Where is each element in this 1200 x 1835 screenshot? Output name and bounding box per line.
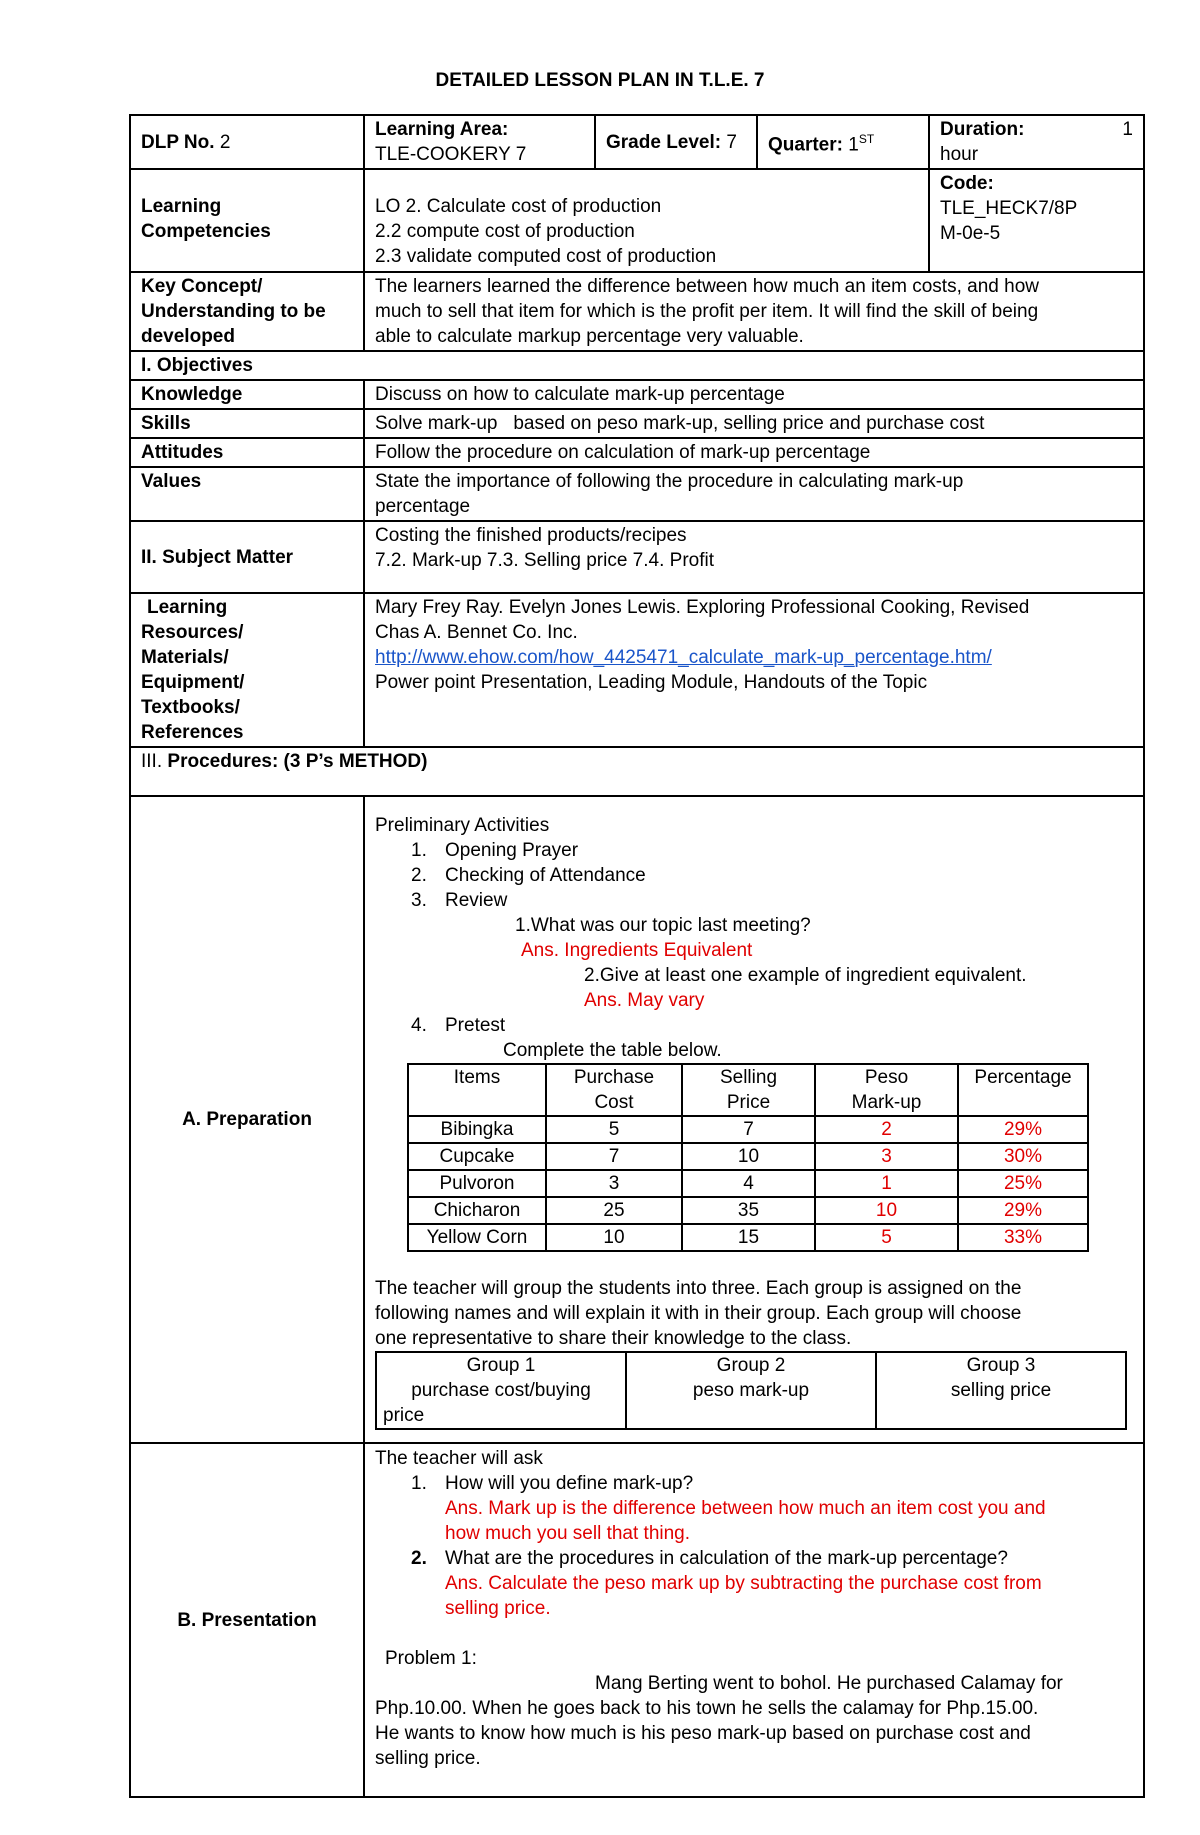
group-instruction: The teacher will group the students into three. Each group is assigned on the	[375, 1278, 1022, 1299]
resources-cell	[364, 593, 1144, 747]
answer-text: selling price.	[445, 1598, 551, 1619]
key-concept-text: much to sell that item for which is the profit per item. It will find the skill of being	[375, 301, 1039, 322]
resources-label: Equipment/	[141, 672, 245, 693]
list-number: 4.	[411, 1015, 427, 1036]
grade-level-label: Grade Level:	[606, 131, 722, 153]
list-text: Review	[445, 890, 508, 911]
table-cell: 4	[682, 1170, 815, 1197]
list-item	[375, 1471, 1133, 1496]
presentation-label: B. Presentation	[177, 1609, 317, 1631]
presentation-row	[130, 1443, 1144, 1797]
attitudes-label: Attitudes	[130, 438, 364, 467]
key-concept-label-cell	[130, 272, 364, 351]
pretest-header: Purchase Cost	[546, 1064, 682, 1116]
review-answer: Ans. May vary	[584, 990, 705, 1011]
procedures-prefix: III.	[141, 751, 163, 772]
code-value: TLE_HECK7/8P	[940, 198, 1078, 219]
table-cell: 3	[815, 1143, 958, 1170]
procedures-row	[130, 747, 1144, 796]
question-text: What are the procedures in calculation of the mark-up percentage?	[445, 1548, 1008, 1569]
group-cell	[876, 1352, 1126, 1429]
review-question: 2.Give at least one example of ingredient equivalent.	[584, 965, 1027, 986]
table-cell: 35	[682, 1197, 815, 1224]
pretest-header: Selling Price	[682, 1064, 815, 1116]
resource-link[interactable]: http://www.ehow.com/how_4425471_calculate_mark-up_percentage.htm/	[375, 647, 992, 668]
problem-text: selling price.	[375, 1748, 481, 1769]
problem-label: Problem 1:	[385, 1648, 477, 1669]
values-label: Values	[130, 467, 364, 521]
review-question: 1.What was our topic last meeting?	[515, 915, 811, 936]
quarter-suffix: ST	[858, 131, 875, 146]
dlp-label: DLP No.	[141, 131, 215, 153]
list-text: Checking of Attendance	[445, 865, 646, 886]
table-cell: 15	[682, 1224, 815, 1251]
competency-line: 2.2 compute cost of production	[375, 221, 635, 242]
presentation-label-cell	[130, 1443, 364, 1797]
grade-level-cell	[595, 115, 757, 169]
skills-text: Solve mark-up based on peso mark-up, selling price and purchase cost	[364, 409, 1144, 438]
duration-cell	[929, 115, 1144, 169]
presentation-intro: The teacher will ask	[375, 1448, 543, 1469]
code-label: Code:	[940, 173, 994, 194]
values-text: State the importance of following the procedure in calculating mark-up	[375, 471, 964, 492]
group-name: Group 3	[966, 1355, 1036, 1376]
pretest-header-row	[408, 1064, 1088, 1116]
competencies-label: Learning	[141, 196, 222, 217]
attitudes-text: Follow the procedure on calculation of mark-up percentage	[364, 438, 1144, 467]
learning-area-cell	[364, 115, 595, 169]
document-title: DETAILED LESSON PLAN IN T.L.E. 7	[435, 70, 765, 91]
header-row	[130, 115, 1144, 169]
lesson-plan-table	[129, 114, 1145, 1798]
subject-matter-line: Costing the finished products/recipes	[375, 525, 687, 546]
groups-table	[375, 1351, 1127, 1430]
table-cell: 7	[546, 1143, 682, 1170]
group-instruction: one representative to share their knowledge to the class.	[375, 1328, 852, 1349]
problem-text: He wants to know how much is his peso mark-up based on purchase cost and	[375, 1723, 1031, 1744]
preparation-label: A. Preparation	[182, 1109, 312, 1130]
table-row	[408, 1224, 1088, 1251]
pretest-header: Percentage	[958, 1064, 1088, 1116]
competencies-row	[130, 169, 1144, 272]
table-cell: Cupcake	[408, 1143, 546, 1170]
group-name: Group 2	[716, 1355, 786, 1376]
competency-line: 2.3 validate computed cost of production	[375, 246, 717, 267]
problem-text: Php.10.00. When he goes back to his town he sells the calamay for Php.15.00.	[375, 1698, 1039, 1719]
answer-text: how much you sell that thing.	[445, 1523, 691, 1544]
table-cell: 7	[682, 1116, 815, 1143]
table-cell: 30%	[958, 1143, 1088, 1170]
subject-matter-cell	[364, 521, 1144, 593]
group-topic: price	[383, 1405, 425, 1426]
table-row	[408, 1143, 1088, 1170]
answer-text: Ans. Calculate the peso mark up by subtracting the purchase cost from	[445, 1573, 1042, 1594]
table-cell: 3	[546, 1170, 682, 1197]
quarter-cell	[757, 115, 929, 169]
duration-unit: hour	[940, 144, 979, 165]
values-text: percentage	[375, 496, 471, 517]
table-cell: 25%	[958, 1170, 1088, 1197]
pretest-table	[407, 1063, 1089, 1252]
list-number: 1.	[411, 1473, 427, 1494]
table-cell: 5	[546, 1116, 682, 1143]
table-row	[408, 1116, 1088, 1143]
group-topic: selling price	[950, 1380, 1052, 1401]
duration-label: Duration:	[940, 119, 1025, 140]
table-row	[408, 1170, 1088, 1197]
presentation-cell	[364, 1443, 1144, 1797]
group-instruction: following names and will explain it with in their group. Each group will choose	[375, 1303, 1022, 1324]
table-cell: 10	[682, 1143, 815, 1170]
list-text: Opening Prayer	[445, 840, 579, 861]
resources-row	[130, 593, 1144, 747]
table-cell: 25	[546, 1197, 682, 1224]
code-cell	[929, 169, 1144, 272]
list-item	[375, 1013, 1133, 1038]
list-item	[375, 1546, 1133, 1571]
skills-label: Skills	[130, 409, 364, 438]
list-number: 2.	[411, 1548, 427, 1569]
groups-row	[376, 1352, 1126, 1429]
question-text: How will you define mark-up?	[445, 1473, 694, 1494]
subject-matter-line: 7.2. Mark-up 7.3. Selling price 7.4. Profit	[375, 550, 714, 571]
knowledge-text: Discuss on how to calculate mark-up percentage	[364, 380, 1144, 409]
list-number: 3.	[411, 890, 427, 911]
group-name: Group 1	[466, 1355, 536, 1376]
code-value: M-0e-5	[940, 223, 1001, 244]
table-cell: Chicharon	[408, 1197, 546, 1224]
resources-label: Resources/	[141, 622, 244, 643]
competencies-label-cell	[130, 169, 364, 272]
resources-label: References	[141, 722, 244, 743]
table-cell: 29%	[958, 1116, 1088, 1143]
values-row	[130, 467, 1144, 521]
learning-area-value: TLE-COOKERY 7	[375, 144, 527, 165]
table-cell: Pulvoron	[408, 1170, 546, 1197]
list-item	[375, 888, 1133, 913]
knowledge-row	[130, 380, 1144, 409]
resources-label: Textbooks/	[141, 697, 240, 718]
procedures-heading	[130, 747, 1144, 796]
values-cell	[364, 467, 1144, 521]
pretest-header: Peso Mark-up	[815, 1064, 958, 1116]
list-item	[375, 863, 1133, 888]
resource-line: Mary Frey Ray. Evelyn Jones Lewis. Exploring Professional Cooking, Revised	[375, 597, 1030, 618]
knowledge-label: Knowledge	[130, 380, 364, 409]
quarter-label: Quarter:	[768, 134, 843, 156]
dlp-value: 2	[219, 131, 231, 153]
table-cell: 10	[546, 1224, 682, 1251]
preparation-cell	[364, 796, 1144, 1443]
table-cell: 10	[815, 1197, 958, 1224]
table-cell: 1	[815, 1170, 958, 1197]
grade-level-value: 7	[726, 131, 737, 153]
table-cell: 29%	[958, 1197, 1088, 1224]
resources-label: Learning	[147, 597, 228, 618]
preparation-label-cell	[130, 796, 364, 1443]
table-cell: Yellow Corn	[408, 1224, 546, 1251]
skills-row	[130, 409, 1144, 438]
table-row	[408, 1197, 1088, 1224]
learning-area-label: Learning Area:	[375, 119, 509, 140]
resource-line: Power point Presentation, Leading Module, Handouts of the Topic	[375, 672, 928, 693]
subject-matter-row	[130, 521, 1144, 593]
table-cell: Bibingka	[408, 1116, 546, 1143]
objectives-heading-row	[130, 351, 1144, 380]
competencies-cell	[364, 169, 929, 272]
list-number: 1.	[411, 840, 427, 861]
competencies-label: Competencies	[141, 221, 271, 242]
procedures-label: Procedures: (3 P’s METHOD)	[167, 751, 428, 772]
review-answer: Ans. Ingredients Equivalent	[521, 940, 753, 961]
key-concept-row	[130, 272, 1144, 351]
list-item	[375, 838, 1133, 863]
resources-label-cell	[130, 593, 364, 747]
objectives-heading: I. Objectives	[130, 351, 1144, 380]
list-number: 2.	[411, 865, 427, 886]
attitudes-row	[130, 438, 1144, 467]
pretest-header: Items	[408, 1064, 546, 1116]
preliminary-heading: Preliminary Activities	[375, 815, 550, 836]
dlp-cell	[130, 115, 364, 169]
key-concept-label: Key Concept/	[141, 276, 263, 297]
preparation-row	[130, 796, 1144, 1443]
group-cell	[376, 1352, 626, 1429]
subject-matter-label: II. Subject Matter	[130, 521, 364, 593]
group-topic: purchase cost/buying	[411, 1380, 591, 1401]
competency-line: LO 2. Calculate cost of production	[375, 196, 662, 217]
group-cell	[626, 1352, 876, 1429]
resource-line: Chas A. Bennet Co. Inc.	[375, 622, 578, 643]
key-concept-text: The learners learned the difference between how much an item costs, and how	[375, 276, 1039, 297]
table-cell: 33%	[958, 1224, 1088, 1251]
answer-text: Ans. Mark up is the difference between how much an item cost you and	[445, 1498, 1046, 1519]
key-concept-label: developed	[141, 326, 235, 347]
table-cell: 2	[815, 1116, 958, 1143]
list-text: Pretest	[445, 1015, 506, 1036]
key-concept-cell	[364, 272, 1144, 351]
key-concept-text: able to calculate markup percentage very valuable.	[375, 326, 804, 347]
table-cell: 5	[815, 1224, 958, 1251]
pretest-instruction: Complete the table below.	[503, 1040, 722, 1061]
duration-value: 1	[1122, 119, 1133, 140]
quarter-value: 1	[848, 134, 859, 156]
key-concept-label: Understanding to be	[141, 301, 326, 322]
resources-label: Materials/	[141, 647, 229, 668]
problem-text: Mang Berting went to bohol. He purchased Calamay for	[595, 1673, 1063, 1694]
group-topic: peso mark-up	[692, 1380, 810, 1401]
